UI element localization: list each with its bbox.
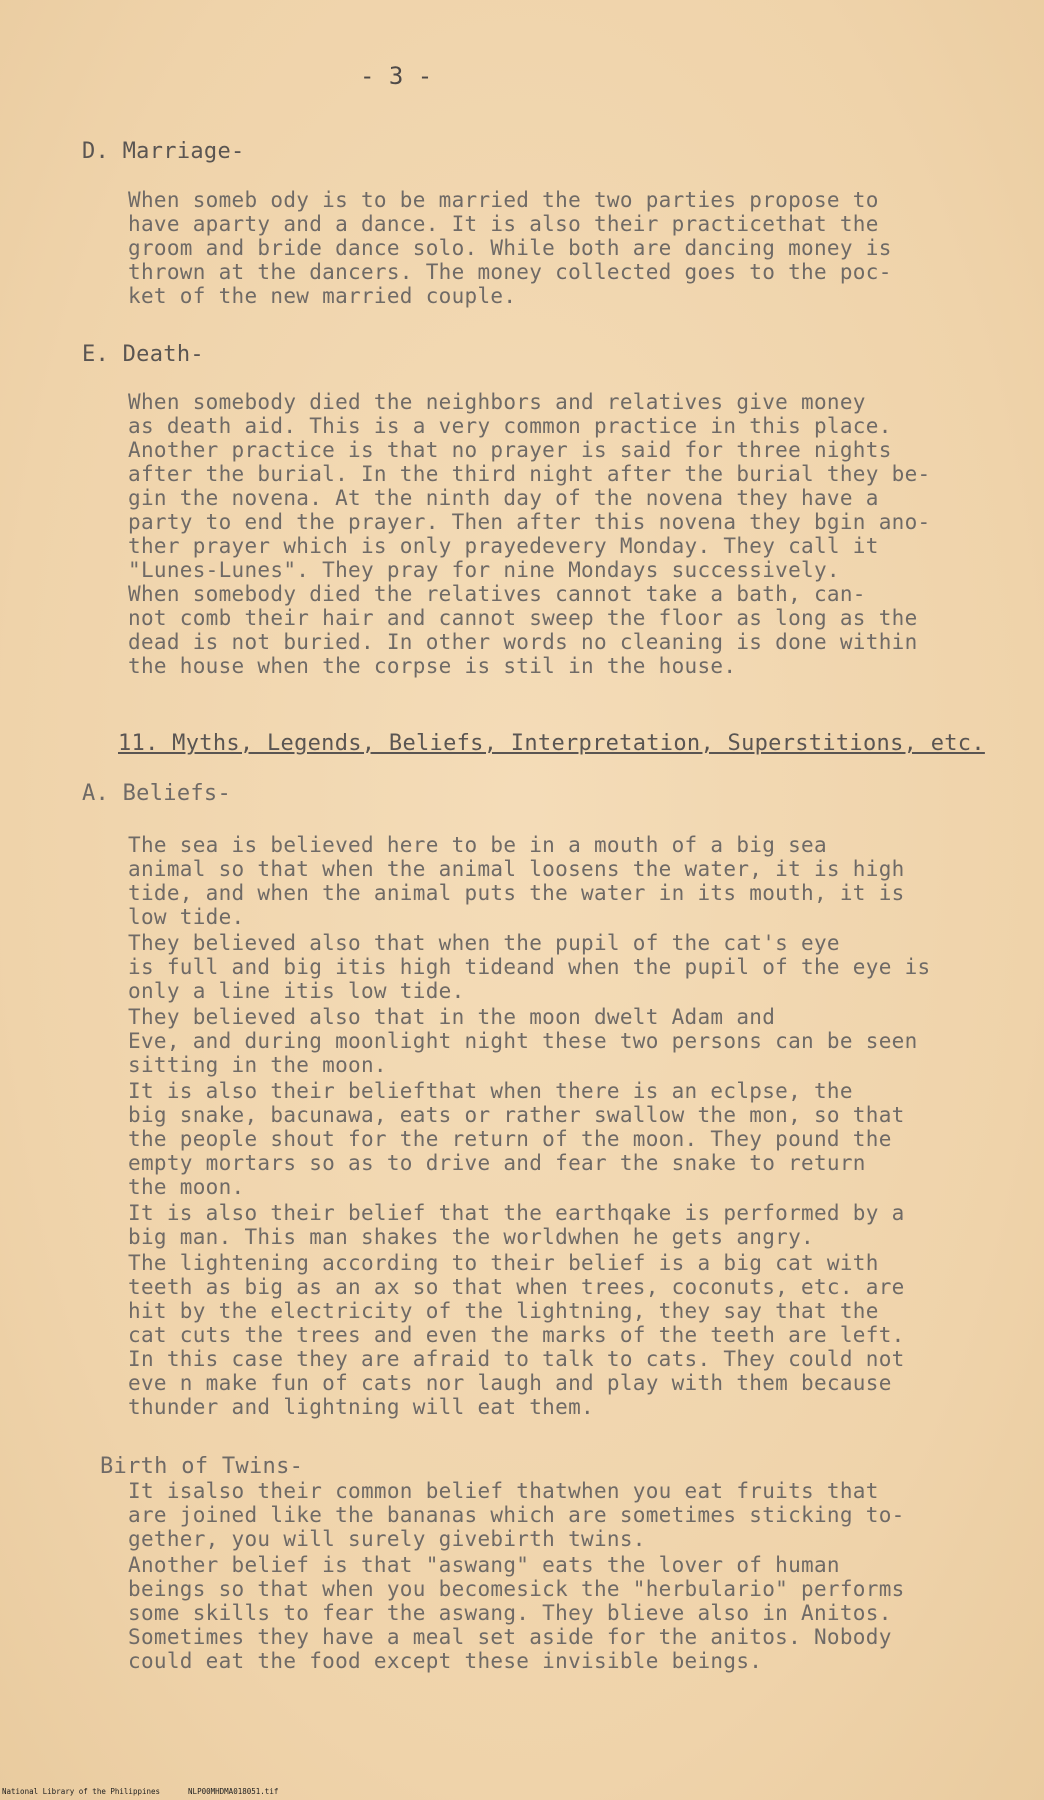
- death-paragraph-2: Another practice is that no prayer is said for three nights after the burial. In the third night after the burial they be- gin the novena. At the ninth day of the novena they have a party to end the prayer. Then after this novena they bgin ano- ther prayer which is only prayedevery Monday. They call it "Lunes-Lunes". They pray for nine Mondays successively.: [128, 438, 931, 582]
- twins-heading: Birth of Twins-: [100, 1454, 304, 1479]
- beliefs-paragraph-2: They believed also that when the pupil of the cat's eye is full and big itis high tideand when the pupil of the eye is only a line itis low tide.: [128, 931, 931, 1003]
- footer-library: National Library of the Philippines: [2, 1787, 161, 1796]
- death-heading: E. Death-: [82, 342, 204, 367]
- myths-heading: 11. Myths, Legends, Beliefs, Interpretation, Superstitions, etc.: [118, 731, 985, 756]
- twins-paragraph-2: Another belief is that "aswang" eats the lover of human beings so that when you becomesick the "herbulario" performs some skills to fear the aswang. They blieve also in Anitos. Sometimes they have a meal set aside for the anitos. Nobody could eat the food except these invisible beings.: [128, 1553, 905, 1673]
- beliefs-paragraph-3: They believed also that in the moon dwelt Adam and Eve, and during moonlight night these two persons can be seen sitting in the moon.: [128, 1005, 918, 1077]
- death-paragraph-1: When somebody died the neighbors and relatives give money as death aid. This is a very common practice in this place.: [128, 390, 892, 438]
- beliefs-paragraph-4: It is also their beliefthat when there is an eclpse, the big snake, bacunawa, eats or rather swallow the mon, so that the people shout for the return of the moon. They pound the empty mortars so as to drive and fear the snake to return the moon.: [128, 1079, 905, 1199]
- page-number: - 3 -: [360, 62, 433, 90]
- beliefs-paragraph-1: The sea is believed here to be in a mouth of a big sea animal so that when the animal loosens the water, it is high tide, and when the animal puts the water in its mouth, it is low tide.: [128, 833, 905, 929]
- death-paragraph-3: When somebody died the relatives cannot take a bath, can- not comb their hair and cannot sweep the floor as long as the dead is not buried. In other words no cleaning is done within the house when the corpse is stil in the house.: [128, 582, 918, 678]
- marriage-heading: D. Marriage-: [82, 139, 245, 164]
- twins-paragraph-1: It isalso their common belief thatwhen you eat fruits that are joined like the bananas which are sometimes sticking to- gether, you will surely givebirth twins.: [128, 1479, 905, 1551]
- beliefs-paragraph-6: The lightening according to their belief is a big cat with teeth as big as an ax so that when trees, coconuts, etc. are hit by the electricity of the lightning, they say that the cat cuts the trees and even the marks of the teeth are left. In this case they are afraid to talk to cats. They could not eve n make fun of cats nor laugh and play with them because thunder and lightning will eat them.: [128, 1251, 905, 1419]
- beliefs-paragraph-5: It is also their belief that the earthqake is performed by a big man. This man shakes the worldwhen he gets angry.: [128, 1201, 905, 1249]
- marriage-paragraph: When someb ody is to be married the two parties propose to have aparty and a dance. It is also their practicethat the groom and bride dance solo. While both are dancing money is thrown at the dancers. The money collected goes to the poc- ket of the new married couple.: [128, 188, 892, 308]
- beliefs-heading: A. Beliefs-: [82, 781, 231, 806]
- scan-footer: [2, 1787, 306, 1797]
- footer-file-id: NLP00MHDMA018051.tif: [188, 1787, 279, 1796]
